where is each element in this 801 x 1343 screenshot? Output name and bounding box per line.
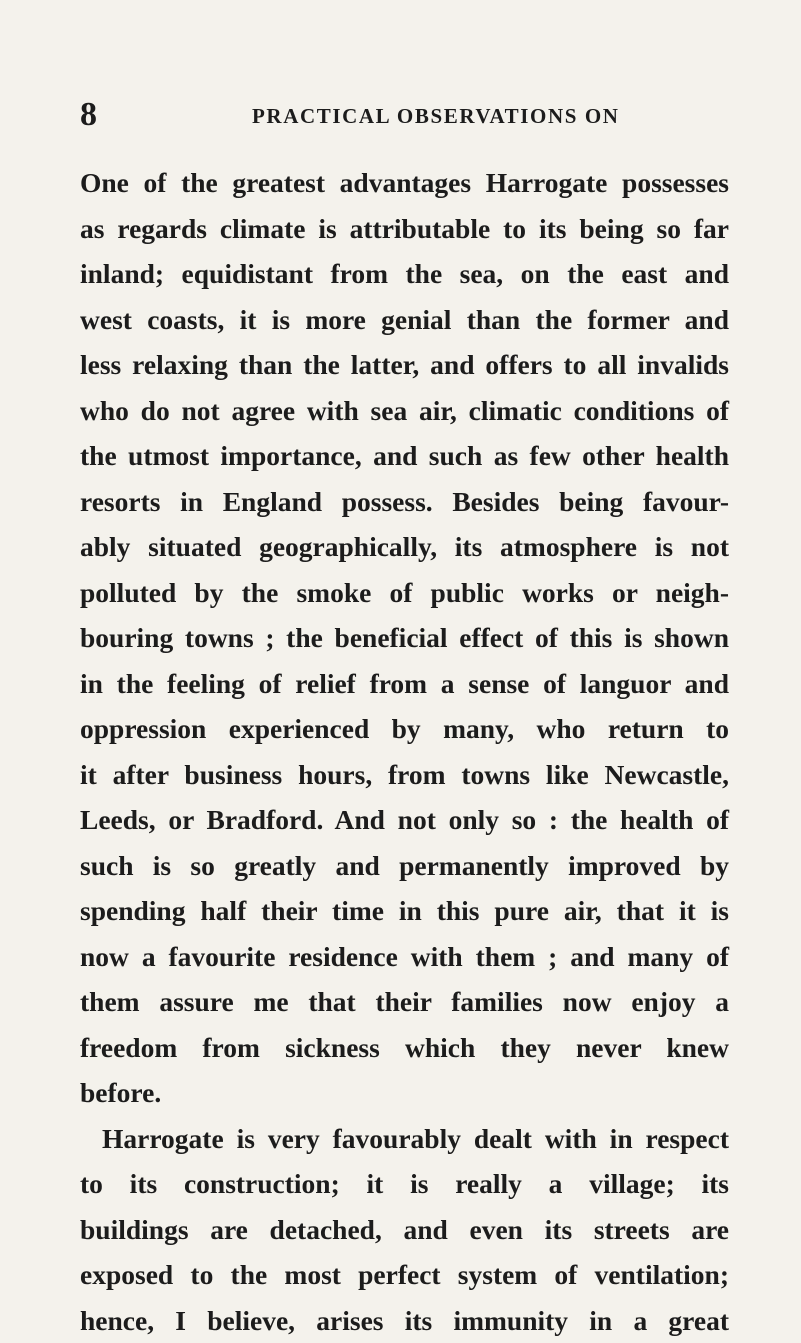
text-line: Leeds, or Bradford. And not only so : the health of [80,797,729,843]
text-line: hence, I believe, arises its immunity in a great [80,1298,729,1343]
text-line: now a favourite residence with them ; and many of [80,934,729,980]
text-line: polluted by the smoke of public works or neigh- [80,570,729,616]
text-line: them assure me that their families now enjoy a [80,979,729,1025]
text-line: who do not agree with sea air, climatic conditions of [80,388,729,434]
text-line: buildings are detached, and even its streets are [80,1207,729,1253]
text-line: in the feeling of relief from a sense of languor and [80,661,729,707]
text-line: it after business hours, from towns like Newcastle, [80,752,729,798]
text-line: to its construction; it is really a village; its [80,1161,729,1207]
text-line: ably situated geographically, its atmosphere is not [80,524,729,570]
running-title: PRACTICAL OBSERVATIONS ON [252,104,620,129]
running-head [80,104,721,134]
text-line: resorts in England possess. Besides being favour- [80,479,729,525]
text-line: as regards climate is attributable to its being so far [80,206,729,252]
text-line: exposed to the most perfect system of ventilation; [80,1252,729,1298]
text-line: inland; equidistant from the sea, on the east and [80,251,729,297]
text-line: One of the greatest advantages Harrogate possesses [80,160,729,206]
text-line: such is so greatly and permanently improved by [80,843,729,889]
text-line: freedom from sickness which they never knew [80,1025,729,1071]
paragraph-start-line: Harrogate is very favourably dealt with in respect [80,1116,729,1162]
text-line: the utmost importance, and such as few other health [80,433,729,479]
text-line: before. [80,1070,729,1116]
text-line: west coasts, it is more genial than the former and [80,297,729,343]
body-text [80,160,729,1343]
page-number: 8 [80,96,97,134]
text-line: less relaxing than the latter, and offers to all invalids [80,342,729,388]
text-line: spending half their time in this pure air, that it is [80,888,729,934]
text-line: oppression experienced by many, who return to [80,706,729,752]
text-line: bouring towns ; the beneficial effect of this is shown [80,615,729,661]
